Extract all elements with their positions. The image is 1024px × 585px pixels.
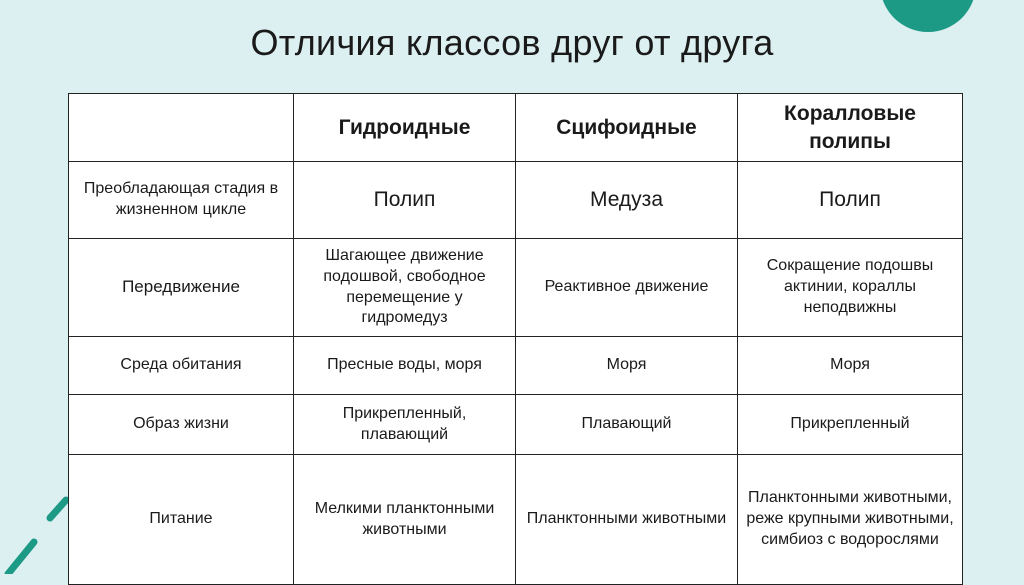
cell-movement-hydroid: Шагающее движение подошвой, свободное перемещение у гидромедуз bbox=[294, 239, 516, 337]
row-label-lifestyle: Образ жизни bbox=[69, 395, 294, 455]
row-label-stage: Преобладающая стадия в жизненном цикле bbox=[69, 162, 294, 239]
row-label-habitat: Среда обитания bbox=[69, 337, 294, 395]
cell-lifestyle-coral: Прикрепленный bbox=[738, 395, 963, 455]
cell-nutrition-coral: Планктонными животными, реже крупными животными, симбиоз с водорослями bbox=[738, 455, 963, 585]
header-empty-cell bbox=[69, 94, 294, 162]
cell-habitat-scyphoid: Моря bbox=[516, 337, 738, 395]
header-coral: Коралловые полипы bbox=[738, 94, 963, 162]
cell-movement-coral: Сокращение подошвы актинии, кораллы неподвижны bbox=[738, 239, 963, 337]
table-row bbox=[69, 395, 963, 455]
cell-habitat-hydroid: Пресные воды, моря bbox=[294, 337, 516, 395]
table-row bbox=[69, 337, 963, 395]
table-row bbox=[69, 162, 963, 239]
table-row bbox=[69, 239, 963, 337]
cell-stage-coral: Полип bbox=[738, 162, 963, 239]
row-label-movement: Передвижение bbox=[69, 239, 294, 337]
comparison-table bbox=[68, 93, 963, 585]
cell-stage-hydroid: Полип bbox=[294, 162, 516, 239]
cell-nutrition-hydroid: Мелкими планктонными животными bbox=[294, 455, 516, 585]
row-label-nutrition: Питание bbox=[69, 455, 294, 585]
table-row bbox=[69, 455, 963, 585]
cell-lifestyle-hydroid: Прикрепленный, плавающий bbox=[294, 395, 516, 455]
slide-title: Отличия классов друг от друга bbox=[250, 22, 774, 63]
cell-nutrition-scyphoid: Планктонными животными bbox=[516, 455, 738, 585]
cell-movement-scyphoid: Реактивное движение bbox=[516, 239, 738, 337]
cell-lifestyle-scyphoid: Плавающий bbox=[516, 395, 738, 455]
table-header-row bbox=[69, 94, 963, 162]
cell-habitat-coral: Моря bbox=[738, 337, 963, 395]
header-hydroid: Гидроидные bbox=[294, 94, 516, 162]
cell-stage-scyphoid: Медуза bbox=[516, 162, 738, 239]
header-scyphoid: Сцифоидные bbox=[516, 94, 738, 162]
